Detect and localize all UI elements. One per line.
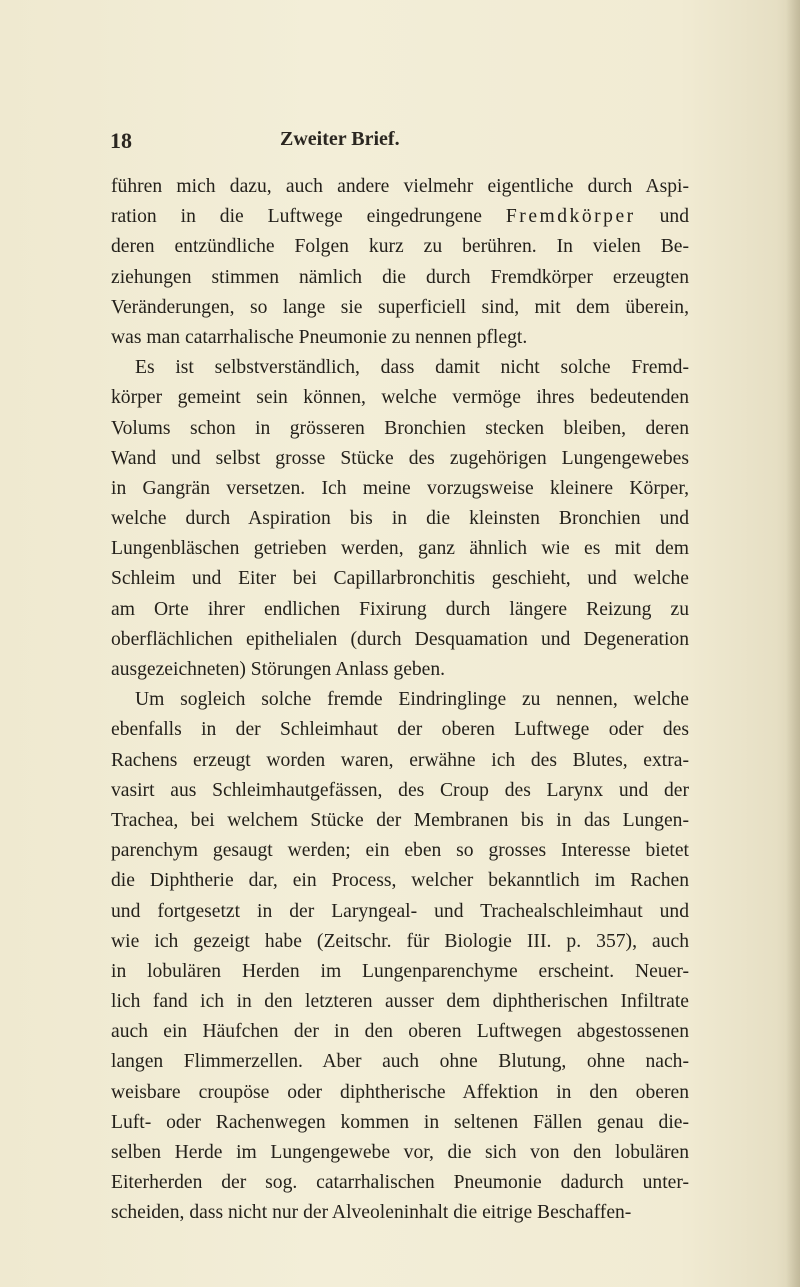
text-line: ebenfalls in der Schleimhaut der oberen Luftwege oder des — [111, 719, 689, 741]
text-line: Lungenbläschen getrieben werden, ganz ähnlich wie es mit dem — [111, 538, 689, 560]
text-line: parenchym gesaugt werden; ein eben so grosses Interesse bietet — [111, 840, 689, 862]
text-line: welche durch Aspiration bis in die kleinsten Bronchien und — [111, 508, 689, 530]
text-line: führen mich dazu, auch andere vielmehr eigentliche durch Aspi- — [111, 176, 689, 197]
text-line: in lobulären Herden im Lungenparenchyme erscheint. Neuer- — [111, 960, 689, 982]
running-title: Zweiter Brief. — [280, 128, 400, 150]
emphasized-term: Fremdkörper — [505, 206, 636, 228]
page-header — [110, 128, 710, 156]
text-line: Veränderungen, so lange sie superficiell sind, mit dem überein, — [111, 296, 689, 318]
text-line: körper gemeint sein können, welche vermöge ihres bedeutenden — [111, 387, 689, 409]
paragraph — [111, 685, 689, 1228]
page-edge-shadow — [786, 0, 800, 1287]
text-line — [111, 202, 689, 232]
text-line: am Orte ihrer endlichen Fixirung durch längere Reizung zu — [111, 598, 689, 620]
text-line: Schleim und Eiter bei Capillarbronchitis geschieht, und welche — [111, 568, 689, 590]
text-line: Eiterherden der sog. catarrhalischen Pneumonie dadurch unter- — [111, 1172, 689, 1194]
text-line: oberflächlichen epithelialen (durch Desquamation und Degeneration — [111, 628, 689, 650]
text-line: lich fand ich in den letzteren ausser dem diphtherischen Infiltrate — [111, 991, 689, 1013]
text-line: Rachens erzeugt worden waren, erwähne ich des Blutes, extra- — [111, 749, 689, 771]
text-line: Um sogleich solche fremde Eindringlinge zu nennen, welche — [135, 689, 689, 711]
text-line: was man catarrhalische Pneumonie zu nennen pflegt. — [111, 326, 528, 348]
text-line: in Gangrän versetzen. Ich meine vorzugsweise kleinere Körper, — [111, 477, 689, 499]
paragraph — [111, 353, 689, 685]
text-line: vasirt aus Schleimhautgefässen, des Croup des Larynx und der — [111, 779, 689, 801]
text-line: auch ein Häufchen der in den oberen Luftwegen abgestossenen — [111, 1021, 689, 1043]
text-line: selben Herde im Lungengewebe vor, die sich von den lobulären — [111, 1142, 689, 1163]
text-line: scheiden, dass nicht nur der Alveoleninhalt die eitrige Beschaffen- — [111, 1202, 632, 1224]
text-line: Wand und selbst grosse Stücke des zugehörigen Lungengewebes — [111, 447, 689, 469]
text-line: deren entzündliche Folgen kurz zu berühren. In vielen Be- — [111, 236, 689, 258]
text-line: Volums schon in grösseren Bronchien stecken bleiben, deren — [111, 417, 689, 439]
text-line: und fortgesetzt in der Laryngeal- und Trachealschleimhaut und — [111, 900, 689, 922]
text-line: weisbare croupöse oder diphtherische Affektion in den oberen — [111, 1081, 689, 1103]
page-number: 18 — [110, 128, 132, 153]
text-line: Trachea, bei welchem Stücke der Membranen bis in das Lungen- — [111, 809, 689, 831]
text-line: ziehungen stimmen nämlich die durch Fremdkörper erzeugten — [111, 266, 689, 288]
body-text — [111, 172, 689, 1229]
paragraph — [111, 172, 689, 353]
text-line: ausgezeichneten) Störungen Anlass geben. — [111, 659, 446, 680]
text-line: langen Flimmerzellen. Aber auch ohne Blutung, ohne nach- — [111, 1051, 689, 1073]
text-segment: und — [635, 206, 689, 228]
text-line: Es ist selbstverständlich, dass damit nicht solche Fremd- — [135, 357, 689, 379]
text-segment: ration in die Luftwege eingedrungene — [111, 206, 506, 228]
text-line: wie ich gezeigt habe (Zeitschr. für Biologie III. p. 357), auch — [111, 930, 689, 952]
text-line: die Diphtherie dar, ein Process, welcher bekanntlich im Rachen — [111, 870, 689, 892]
text-line: Luft- oder Rachenwegen kommen in seltenen Fällen genau die- — [111, 1111, 689, 1133]
